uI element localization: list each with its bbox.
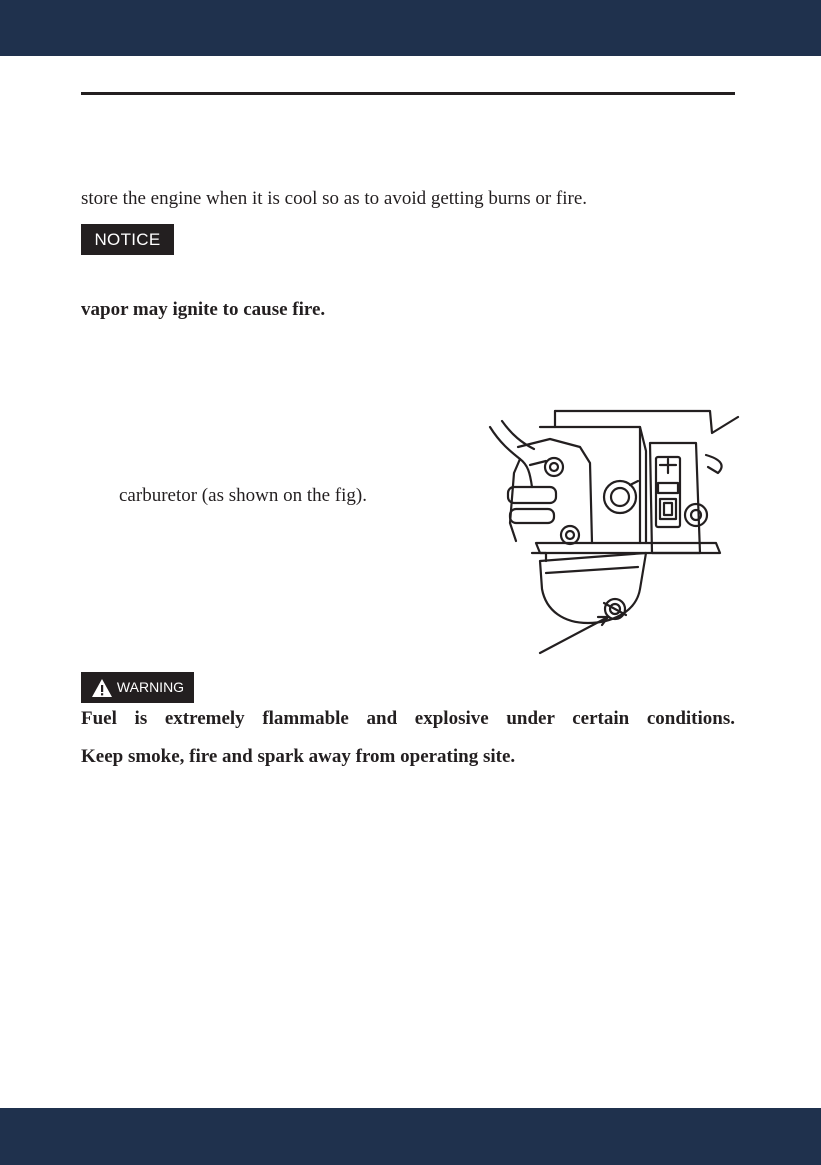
- footer-band: [0, 1108, 821, 1165]
- warning-text-line-1: Fuel is extremely flammable and explosive under certain conditions.: [81, 708, 735, 729]
- carburetor-illustration: [480, 403, 740, 658]
- warning-badge: [81, 672, 194, 703]
- carburetor-text: carburetor (as shown on the fig).: [119, 485, 367, 506]
- vapor-warning-text: vapor may ignite to cause fire.: [81, 299, 326, 320]
- store-engine-text: store the engine when it is cool so as to avoid getting burns or fire.: [81, 188, 588, 209]
- warning-triangle-icon: [91, 678, 113, 698]
- header-rule: [81, 92, 735, 95]
- notice-badge: NOTICE: [81, 224, 174, 255]
- warning-label: WARNING: [116, 679, 185, 695]
- header-band: [0, 0, 821, 56]
- warning-text-line-2: Keep smoke, fire and spark away from operating site.: [81, 746, 516, 767]
